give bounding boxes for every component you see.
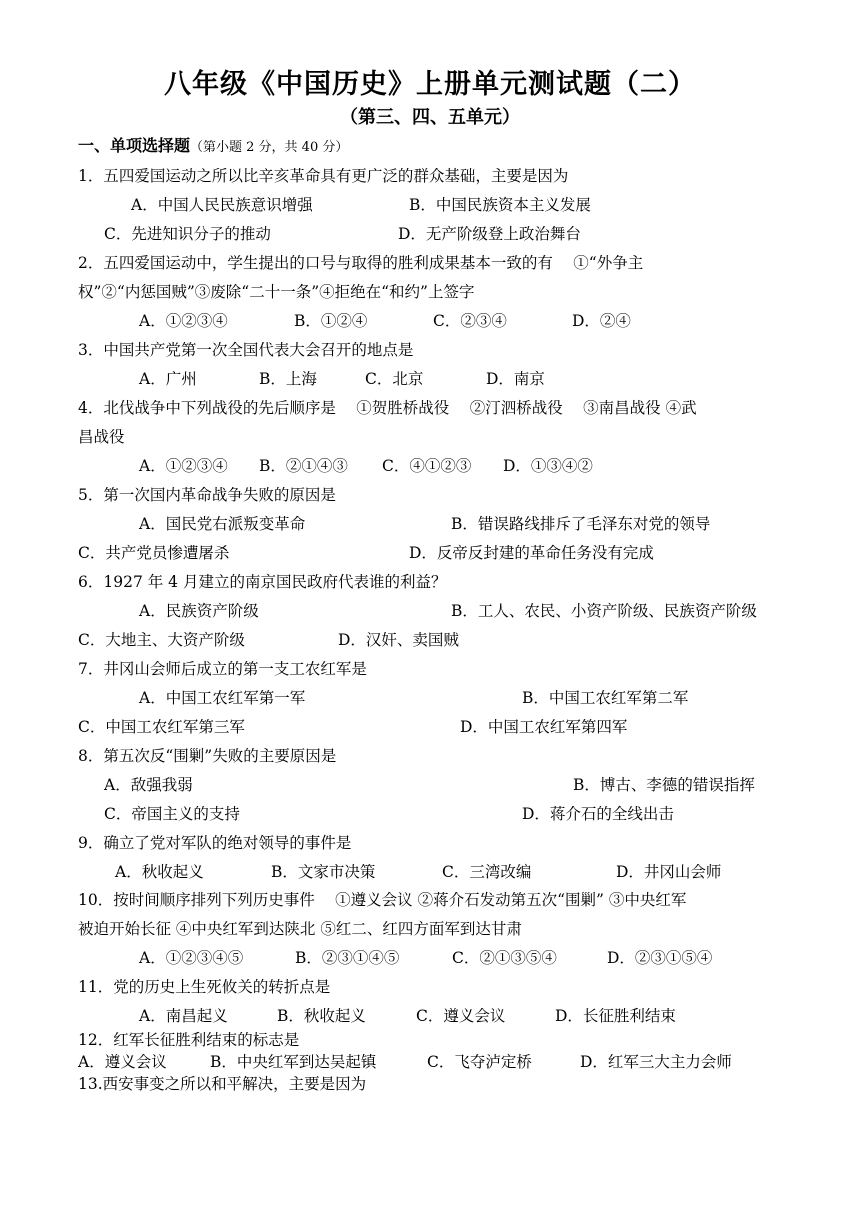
question-11-option-a: A．南昌起义 — [139, 1007, 228, 1025]
question-2-option-a: A．①②③④ — [139, 312, 228, 330]
question-2-option-b: B．①②④ — [294, 312, 368, 330]
question-10-stem-line2: 被迫开始长征 ④中央红军到达陕北 ⑤红二、红四方面军到达甘肃 — [78, 920, 522, 938]
question-5-option-a: A．国民党右派叛变革命 — [139, 515, 306, 533]
question-7-option-c: C．中国工农红军第三军 — [78, 718, 245, 736]
question-1-option-a: A．中国人民民族意识增强 — [131, 196, 313, 214]
question-12-option-a: A．遵义会议 — [78, 1053, 167, 1071]
question-6-option-c: C．大地主、大资产阶级 — [78, 631, 245, 649]
question-2-option-c: C．②③④ — [433, 312, 507, 330]
question-3-option-b: B．上海 — [259, 370, 317, 388]
question-9-stem: 9．确立了党对军队的绝对领导的事件是 — [78, 834, 352, 852]
question-8-option-b: B．博古、李德的错误指挥 — [573, 776, 755, 794]
question-1-option-c: C．先进知识分子的推动 — [104, 225, 271, 243]
question-12-option-c: C．飞夺泸定桥 — [427, 1053, 532, 1071]
question-4-option-c: C．④①②③ — [382, 457, 472, 475]
question-1-stem: 1．五四爱国运动之所以比辛亥革命具有更广泛的群众基础，主要是因为 — [78, 167, 569, 185]
question-10-stem-line1: 10．按时间顺序排列下列历史事件 ①遵义会议 ②蒋介石发动第五次“围剿” ③中央红军 — [78, 891, 687, 909]
question-5-option-b: B．错误路线排斥了毛泽东对党的领导 — [451, 515, 711, 533]
question-3-option-c: C．北京 — [365, 370, 424, 388]
question-10-option-c: C．②①③⑤④ — [452, 949, 557, 967]
question-8-option-d: D．蒋介石的全线出击 — [522, 805, 674, 823]
question-5-option-d: D．反帝反封建的革命任务没有完成 — [409, 544, 654, 562]
question-7-option-a: A．中国工农红军第一军 — [139, 689, 306, 707]
page-title: 八年级《中国历史》上册单元测试题（二） — [164, 69, 696, 100]
section-heading — [78, 136, 348, 158]
question-12-option-d: D．红军三大主力会师 — [580, 1053, 732, 1071]
question-9-option-d: D．井冈山会师 — [616, 863, 722, 881]
question-7-option-b: B．中国工农红军第二军 — [522, 689, 689, 707]
question-11-option-c: C．遵义会议 — [416, 1007, 506, 1025]
question-8-stem: 8．第五次反“围剿”失败的主要原因是 — [78, 747, 337, 765]
question-7-option-d: D．中国工农红军第四军 — [460, 718, 628, 736]
section-title: 一、单项选择题 — [78, 136, 191, 155]
question-11-stem: 11．党的历史上生死攸关的转折点是 — [78, 978, 331, 996]
question-4-stem-line2: 昌战役 — [78, 428, 125, 446]
question-4-option-a: A．①②③④ — [139, 457, 228, 475]
question-2-option-d: D．②④ — [572, 312, 631, 330]
question-9-option-b: B．文家市决策 — [271, 863, 376, 881]
question-12-option-b: B．中央红军到达吴起镇 — [210, 1053, 377, 1071]
question-8-option-a: A．敌强我弱 — [104, 776, 193, 794]
question-4-option-b: B．②①④③ — [259, 457, 348, 475]
question-4-option-d: D．①③④② — [503, 457, 593, 475]
question-6-stem: 6．1927 年 4 月建立的南京国民政府代表谁的利益？ — [78, 573, 447, 591]
question-2-stem-line2: 权”②“内惩国贼”③废除“二十一条”④拒绝在“和约”上签字 — [78, 283, 475, 301]
question-13-stem: 13.西安事变之所以和平解决，主要是因为 — [78, 1075, 367, 1093]
question-10-option-b: B．②③①④⑤ — [295, 949, 400, 967]
question-11-option-b: B．秋收起义 — [277, 1007, 366, 1025]
question-5-stem: 5．第一次国内革命战争失败的原因是 — [78, 486, 336, 504]
question-8-option-c: C．帝国主义的支持 — [104, 805, 240, 823]
question-10-option-d: D．②③①⑤④ — [607, 949, 713, 967]
question-3-stem: 3．中国共产党第一次全国代表大会召开的地点是 — [78, 341, 414, 359]
question-11-option-d: D．长征胜利结束 — [555, 1007, 676, 1025]
question-1-option-b: B．中国民族资本主义发展 — [409, 196, 591, 214]
question-9-option-c: C．三湾改编 — [442, 863, 532, 881]
page-subtitle: （第三、四、五单元） — [340, 107, 520, 128]
question-2-stem-line1: 2．五四爱国运动中，学生提出的口号与取得的胜利成果基本一致的有 ①“外争主 — [78, 254, 644, 272]
question-3-option-d: D．南京 — [486, 370, 545, 388]
question-4-stem-line1: 4．北伐战争中下列战役的先后顺序是 ①贺胜桥战役 ②汀泗桥战役 ③南昌战役 ④武 — [78, 399, 697, 417]
question-3-option-a: A．广州 — [139, 370, 197, 388]
question-9-option-a: A．秋收起义 — [115, 863, 204, 881]
question-5-option-c: C．共产党员惨遭屠杀 — [78, 544, 230, 562]
question-6-option-a: A．民族资产阶级 — [139, 602, 259, 620]
question-7-stem: 7．井冈山会师后成立的第一支工农红军是 — [78, 660, 367, 678]
section-note: （第小题 2 分，共 40 分） — [190, 140, 349, 155]
question-10-option-a: A．①②③④⑤ — [139, 949, 244, 967]
question-6-option-d: D．汉奸、卖国贼 — [338, 631, 459, 649]
question-1-option-d: D．无产阶级登上政治舞台 — [398, 225, 581, 243]
question-12-stem: 12．红军长征胜利结束的标志是 — [78, 1031, 300, 1049]
question-6-option-b: B．工人、农民、小资产阶级、民族资产阶级 — [451, 602, 757, 620]
